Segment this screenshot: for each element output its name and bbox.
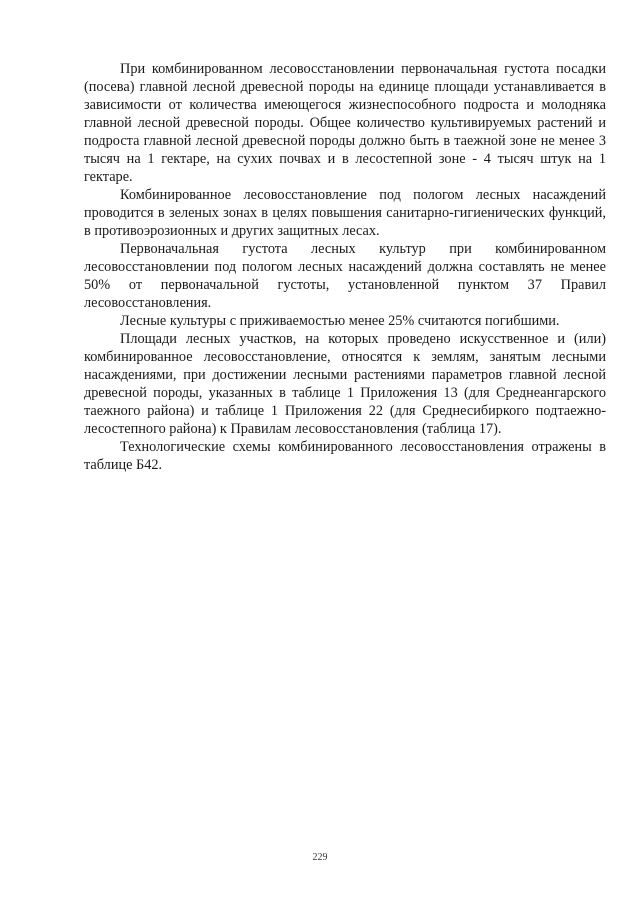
paragraph-technology-schemes: Технологические схемы комбинированного лесовосстановления отражены в таблице Б42.: [84, 439, 606, 473]
page-number: 229: [312, 852, 328, 863]
paragraph-under-canopy: Комбинированное лесовосстановление под пологом лесных насаждений проводится в зеленых зонах в целях повышения санитарно-гигиенических функций, в противоэрозионных и других защитных лесах.: [84, 187, 606, 239]
document-body: [84, 60, 606, 474]
paragraph-canopy-density: Первоначальная густота лесных культур при комбинированном лесовосстановлении под пологом лесных насаждений должна составлять не менее 50% от первоначальной густоты, установленной пунктом 37 Правил лесовосстановления.: [84, 241, 606, 311]
paragraph-survival-rate: Лесные культуры с приживаемостью менее 25% считаются погибшими.: [120, 313, 560, 329]
paragraph-initial-density: При комбинированном лесовосстановлении первоначальная густота посадки (посева) главной лесной древесной породы на единице площади устанавливается в зависимости от количества имеющегося жизнеспособного подроста и молодняка главной лесной древесной породы. Общее количество культивируемых растений и подроста главной лесной древесной породы должно быть в таежной зоне не менее 3 тысяч на 1 гектаре, на сухих почвах и в лесостепной зоне - 4 тысяч штук на 1 гектаре.: [84, 61, 606, 185]
paragraph-land-category: Площади лесных участков, на которых проведено искусственное и (или) комбинированное лесовосстановление, относятся к землям, занятым лесными насаждениями, при достижении лесными растениями параметров главной лесной древесной породы, указанных в таблице 1 Приложения 13 (для Среднеангарского таежного района) и таблице 1 Приложения 22 (для Среднесибиркого подтаежно-лесостепного района) к Правилам лесовосстановления (таблица 17).: [84, 331, 606, 437]
